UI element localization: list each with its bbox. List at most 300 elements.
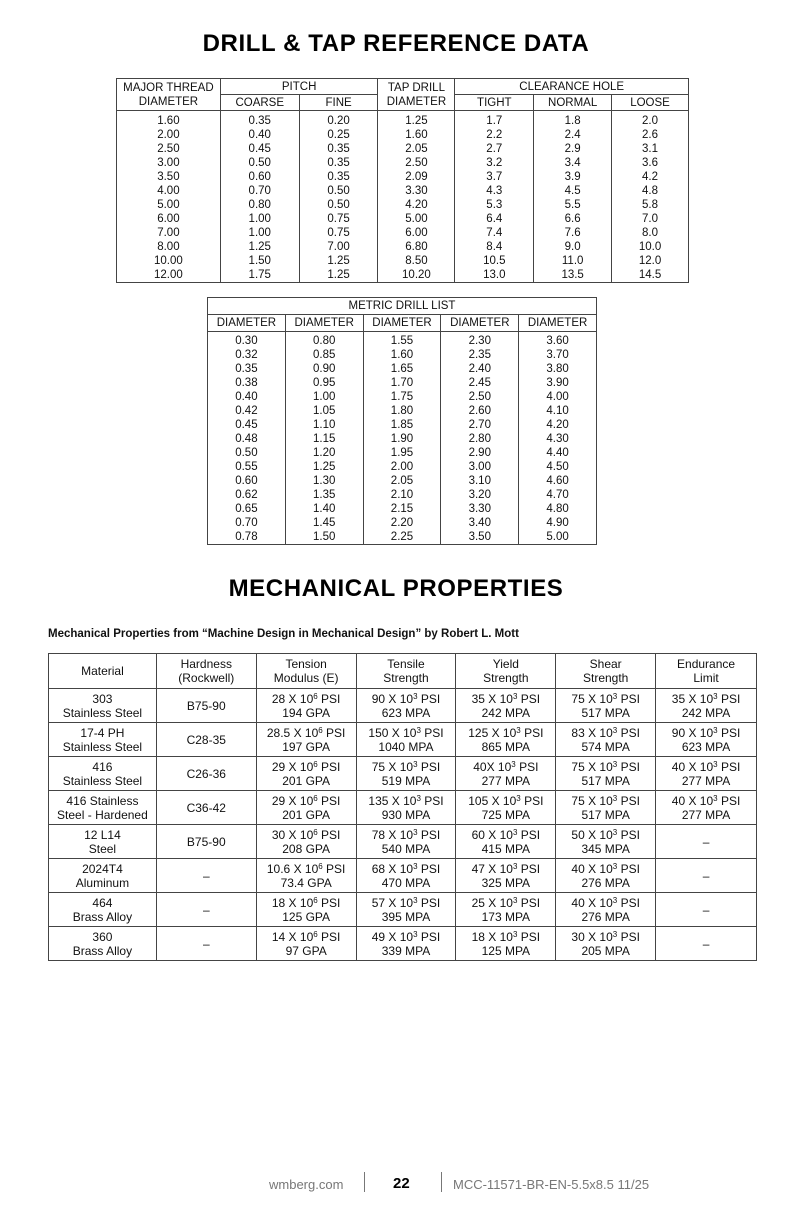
drill-tap-table — [116, 78, 689, 283]
metric-value: 173 MPA — [481, 909, 531, 924]
value-unit: PSI — [417, 691, 441, 706]
clearance-loose-cell: 3.6 — [612, 156, 689, 170]
value-base: 75 X 10 — [571, 759, 613, 774]
tap-drill-diameter-cell: 4.20 — [378, 198, 455, 212]
major-diameter-cell: 2.00 — [117, 128, 221, 142]
diameter-cell: 3.60 — [519, 332, 597, 349]
fine-pitch-cell: 0.20 — [299, 111, 378, 129]
coarse-pitch-cell: 0.45 — [220, 142, 299, 156]
endurance-cell: – — [656, 825, 757, 859]
hardness-cell: C36-42 — [156, 791, 256, 825]
diameter-cell: 3.70 — [519, 348, 597, 362]
clearance-loose-cell: 8.0 — [612, 226, 689, 240]
metric-value: 276 MPA — [581, 875, 630, 890]
diameter-cell: 0.35 — [208, 362, 286, 376]
value-base: 125 X 10 — [468, 725, 517, 740]
table-row — [208, 404, 597, 418]
diameter-cell: 2.70 — [441, 418, 519, 432]
value-exponent: 3 — [413, 827, 418, 837]
diameter-cell: 3.80 — [519, 362, 597, 376]
hardness-cell: C26-36 — [156, 757, 256, 791]
value-exponent: 3 — [612, 691, 618, 701]
value-exponent: 3 — [713, 759, 718, 769]
material-name: 2024T4 — [82, 861, 123, 876]
mechanical-title: MECHANICAL PROPERTIES — [228, 575, 564, 602]
diameter-cell: 1.35 — [285, 488, 363, 502]
value-base: 40 X 10 — [671, 759, 714, 774]
table-row — [208, 390, 597, 404]
value-unit: PSI — [517, 827, 541, 842]
imperial-value — [656, 794, 756, 808]
material-cell — [49, 723, 157, 757]
page-number: 22 — [393, 1175, 410, 1192]
endurance-cell: – — [656, 927, 757, 961]
value-unit: PSI — [717, 793, 741, 808]
imperial-value — [357, 862, 456, 876]
table-row — [117, 184, 689, 198]
metric-drill-table — [207, 297, 597, 545]
imperial-value — [556, 930, 655, 944]
header-label: Strength — [483, 671, 529, 685]
metric-value: 339 MPA — [381, 943, 431, 958]
value-base: 40 X 10 — [571, 861, 613, 876]
value-exponent: 3 — [713, 725, 718, 735]
table-row — [208, 418, 597, 432]
fine-pitch-cell: 0.25 — [299, 128, 378, 142]
diameter-cell: 1.20 — [285, 446, 363, 460]
value-unit: PSI — [617, 725, 640, 740]
value-base: 90 X 10 — [671, 725, 714, 740]
tap-drill-diameter-cell: 6.00 — [378, 226, 455, 240]
diameter-cell: 1.70 — [363, 376, 441, 390]
diameter-cell: 1.15 — [285, 432, 363, 446]
metric-value: 415 MPA — [481, 841, 531, 856]
value-exponent: 3 — [516, 725, 521, 735]
table-row — [49, 825, 757, 859]
value-exponent: 3 — [612, 861, 618, 871]
imperial-value — [257, 760, 356, 774]
value-exponent: 6 — [318, 861, 323, 871]
diameter-cell: 2.40 — [441, 362, 519, 376]
clearance-tight-cell: 2.2 — [455, 128, 534, 142]
table-row — [49, 859, 757, 893]
tensile-cell — [356, 723, 456, 757]
table-row — [117, 254, 689, 268]
table-row — [117, 156, 689, 170]
diameter-cell: 0.50 — [208, 446, 286, 460]
metric-value: 276 MPA — [581, 909, 630, 924]
header-label: Strength — [582, 671, 629, 685]
diameter-cell: 2.10 — [363, 488, 441, 502]
value-exponent: 6 — [313, 895, 318, 905]
value-exponent: 6 — [313, 929, 318, 939]
hardness-cell: – — [156, 859, 256, 893]
major-diameter-cell: 10.00 — [117, 254, 221, 268]
table-row — [117, 198, 689, 212]
material-cell — [49, 859, 157, 893]
tension-cell — [256, 791, 356, 825]
value-base: 35 X 10 — [671, 691, 714, 706]
value-unit: PSI — [417, 827, 441, 842]
imperial-value — [656, 692, 756, 706]
value-unit: PSI — [417, 929, 441, 944]
tap-drill-diameter-cell: 6.80 — [378, 240, 455, 254]
tension-cell — [256, 689, 356, 723]
clearance-tight-cell: 5.3 — [455, 198, 534, 212]
value-unit: PSI — [317, 827, 341, 842]
material-name: Stainless Steel — [62, 739, 143, 754]
table-row — [117, 111, 689, 129]
diameter-cell: 0.85 — [285, 348, 363, 362]
table-row — [117, 240, 689, 254]
metric-value: 201 GPA — [282, 807, 331, 822]
table-row — [208, 362, 597, 376]
value-unit: PSI — [420, 725, 444, 740]
clearance-tight-cell: 3.7 — [455, 170, 534, 184]
value-unit: PSI — [417, 861, 441, 876]
material-name: Aluminum — [75, 875, 130, 890]
value-unit: PSI — [617, 759, 640, 774]
material-name: 416 — [92, 759, 113, 774]
value-unit: PSI — [520, 725, 544, 740]
hardness-cell: – — [156, 893, 256, 927]
value-unit: PSI — [617, 793, 640, 808]
metric-drill-title: METRIC DRILL LIST — [208, 298, 597, 315]
imperial-value — [357, 930, 456, 944]
value-base: 75 X 10 — [571, 793, 613, 808]
value-base: 28.5 X 10 — [266, 725, 319, 740]
diameter-cell: 5.00 — [519, 530, 597, 545]
diameter-cell: 0.70 — [208, 516, 286, 530]
metric-value: 73.4 GPA — [280, 875, 332, 890]
header-diameter: DIAMETER — [519, 315, 597, 332]
diameter-cell: 3.00 — [441, 460, 519, 474]
value-unit: PSI — [617, 929, 640, 944]
major-diameter-cell: 4.00 — [117, 184, 221, 198]
endurance-cell — [656, 791, 757, 825]
coarse-pitch-cell: 0.50 — [220, 156, 299, 170]
diameter-cell: 0.45 — [208, 418, 286, 432]
value-exponent: 3 — [413, 895, 418, 905]
header-normal: NORMAL — [534, 95, 612, 111]
imperial-value — [257, 692, 356, 706]
value-unit: PSI — [317, 895, 341, 910]
clearance-loose-cell: 14.5 — [612, 268, 689, 283]
diameter-cell: 3.30 — [441, 502, 519, 516]
material-name: Steel — [88, 841, 117, 856]
metric-value: 517 MPA — [581, 807, 630, 822]
imperial-value — [357, 760, 456, 774]
clearance-tight-cell: 7.4 — [455, 226, 534, 240]
clearance-tight-cell: 10.5 — [455, 254, 534, 268]
diameter-cell: 2.15 — [363, 502, 441, 516]
diameter-cell: 2.05 — [363, 474, 441, 488]
table-row — [49, 689, 757, 723]
clearance-loose-cell: 5.8 — [612, 198, 689, 212]
diameter-cell: 1.00 — [285, 390, 363, 404]
major-diameter-cell: 2.50 — [117, 142, 221, 156]
value-exponent: 3 — [713, 691, 718, 701]
footer-website[interactable]: wmberg.com — [269, 1177, 344, 1192]
material-name: 416 Stainless — [66, 793, 139, 808]
diameter-cell: 1.55 — [363, 332, 441, 349]
metric-value: 725 MPA — [481, 807, 531, 822]
value-base: 30 X 10 — [571, 929, 613, 944]
metric-value: 125 MPA — [481, 943, 531, 958]
metric-value: 623 MPA — [381, 705, 431, 720]
tap-drill-diameter-cell: 3.30 — [378, 184, 455, 198]
tension-cell — [256, 927, 356, 961]
diameter-cell: 2.80 — [441, 432, 519, 446]
diameter-cell: 4.50 — [519, 460, 597, 474]
table-row — [208, 432, 597, 446]
clearance-normal-cell: 5.5 — [534, 198, 612, 212]
diameter-cell: 4.30 — [519, 432, 597, 446]
diameter-cell: 1.30 — [285, 474, 363, 488]
header-label: Tensile — [387, 657, 425, 671]
fine-pitch-cell: 0.50 — [299, 198, 378, 212]
value-exponent: 6 — [313, 691, 318, 701]
value-unit: PSI — [322, 725, 346, 740]
fine-pitch-cell: 1.25 — [299, 268, 378, 283]
tensile-cell — [356, 791, 456, 825]
table-row — [49, 723, 757, 757]
diameter-cell: 3.40 — [441, 516, 519, 530]
metric-value: 519 MPA — [381, 773, 431, 788]
fine-pitch-cell: 0.50 — [299, 184, 378, 198]
diameter-cell: 2.90 — [441, 446, 519, 460]
document-code: MCC-11571-BR-EN-5.5x8.5 11/25 — [453, 1177, 650, 1192]
value-exponent: 6 — [318, 725, 323, 735]
shear-cell — [556, 723, 656, 757]
tensile-cell — [356, 689, 456, 723]
tensile-cell — [356, 757, 456, 791]
value-base: 49 X 10 — [371, 929, 414, 944]
metric-value: 208 GPA — [282, 841, 331, 856]
material-cell — [49, 893, 157, 927]
value-exponent: 3 — [612, 827, 618, 837]
imperial-value — [357, 794, 456, 808]
major-diameter-cell: 1.60 — [117, 111, 221, 129]
shear-cell — [556, 689, 656, 723]
metric-value: 125 GPA — [282, 909, 331, 924]
header-tight: TIGHT — [455, 95, 534, 111]
diameter-cell: 1.05 — [285, 404, 363, 418]
diameter-cell: 4.20 — [519, 418, 597, 432]
header-label: Tension — [285, 657, 327, 671]
mech-header-cell — [456, 654, 556, 689]
diameter-cell: 0.30 — [208, 332, 286, 349]
value-base: 78 X 10 — [371, 827, 414, 842]
diameter-cell: 0.62 — [208, 488, 286, 502]
value-base: 150 X 10 — [368, 725, 417, 740]
diameter-cell: 3.20 — [441, 488, 519, 502]
value-base: 18 X 10 — [471, 929, 513, 944]
table-row — [117, 142, 689, 156]
diameter-cell: 3.90 — [519, 376, 597, 390]
hardness-cell: – — [156, 927, 256, 961]
value-base: 10.6 X 10 — [266, 861, 319, 876]
metric-value: 930 MPA — [381, 807, 431, 822]
value-base: 40 X 10 — [571, 895, 613, 910]
clearance-loose-cell: 7.0 — [612, 212, 689, 226]
imperial-value — [456, 726, 555, 740]
metric-value: 1040 MPA — [378, 739, 434, 754]
imperial-value — [357, 726, 456, 740]
tap-drill-diameter-cell: 5.00 — [378, 212, 455, 226]
value-exponent: 3 — [511, 759, 516, 769]
header-label: Endurance — [677, 657, 736, 671]
clearance-loose-cell: 12.0 — [612, 254, 689, 268]
diameter-cell: 0.32 — [208, 348, 286, 362]
yield-cell — [456, 859, 556, 893]
clearance-tight-cell: 1.7 — [455, 111, 534, 129]
diameter-cell: 2.20 — [363, 516, 441, 530]
yield-cell — [456, 791, 556, 825]
clearance-tight-cell: 13.0 — [455, 268, 534, 283]
hardness-cell: C28-35 — [156, 723, 256, 757]
major-diameter-cell: 6.00 — [117, 212, 221, 226]
value-exponent: 3 — [416, 725, 421, 735]
diameter-cell: 4.80 — [519, 502, 597, 516]
diameter-cell: 0.60 — [208, 474, 286, 488]
value-unit: PSI — [317, 929, 341, 944]
value-exponent: 3 — [612, 929, 618, 939]
diameter-cell: 2.35 — [441, 348, 519, 362]
tensile-cell — [356, 927, 456, 961]
fine-pitch-cell: 0.75 — [299, 212, 378, 226]
major-diameter-cell: 8.00 — [117, 240, 221, 254]
imperial-value — [257, 896, 356, 910]
coarse-pitch-cell: 0.35 — [220, 111, 299, 129]
diameter-cell: 1.95 — [363, 446, 441, 460]
value-unit: PSI — [617, 861, 640, 876]
value-exponent: 3 — [512, 861, 518, 871]
header-label: Strength — [383, 671, 429, 685]
metric-value: 194 GPA — [282, 705, 331, 720]
imperial-value — [257, 930, 356, 944]
metric-value: 242 MPA — [481, 705, 531, 720]
tap-drill-diameter-cell: 10.20 — [378, 268, 455, 283]
header-major-thread-top: MAJOR THREAD — [117, 79, 221, 95]
header-fine: FINE — [299, 95, 378, 111]
metric-value: 277 MPA — [681, 807, 731, 822]
imperial-value — [357, 692, 456, 706]
table-row — [208, 488, 597, 502]
header-tap-drill-top: TAP DRILL — [378, 79, 455, 95]
tap-drill-diameter-cell: 2.09 — [378, 170, 455, 184]
material-name: 12 L14 — [84, 827, 121, 842]
imperial-value — [556, 896, 655, 910]
value-unit: PSI — [517, 929, 541, 944]
mech-header-cell — [156, 654, 256, 689]
tap-drill-diameter-cell: 1.60 — [378, 128, 455, 142]
header-loose: LOOSE — [612, 95, 689, 111]
value-base: 90 X 10 — [371, 691, 414, 706]
tension-cell — [256, 859, 356, 893]
table-row — [208, 474, 597, 488]
shear-cell — [556, 825, 656, 859]
clearance-normal-cell: 3.4 — [534, 156, 612, 170]
diameter-cell: 0.38 — [208, 376, 286, 390]
table-row — [208, 460, 597, 474]
metric-value: 345 MPA — [581, 841, 630, 856]
imperial-value — [456, 930, 555, 944]
major-diameter-cell: 3.50 — [117, 170, 221, 184]
yield-cell — [456, 893, 556, 927]
shear-cell — [556, 893, 656, 927]
clearance-loose-cell: 4.2 — [612, 170, 689, 184]
diameter-cell: 4.00 — [519, 390, 597, 404]
imperial-value — [456, 692, 555, 706]
value-base: 47 X 10 — [471, 861, 513, 876]
drill-tap-title: DRILL & TAP REFERENCE DATA — [202, 30, 590, 57]
imperial-value — [556, 794, 655, 808]
diameter-cell: 0.80 — [285, 332, 363, 349]
table-row — [49, 893, 757, 927]
tap-drill-diameter-cell: 1.25 — [378, 111, 455, 129]
value-unit: PSI — [717, 759, 741, 774]
value-unit: PSI — [517, 691, 541, 706]
metric-value: 517 MPA — [581, 705, 630, 720]
value-unit: PSI — [317, 691, 341, 706]
diameter-cell: 1.65 — [363, 362, 441, 376]
metric-value: 205 MPA — [581, 943, 630, 958]
clearance-loose-cell: 10.0 — [612, 240, 689, 254]
header-label: Modulus (E) — [273, 671, 339, 685]
header-coarse: COARSE — [220, 95, 299, 111]
metric-value: 242 MPA — [681, 705, 731, 720]
value-unit: PSI — [322, 861, 346, 876]
yield-cell — [456, 723, 556, 757]
imperial-value — [456, 794, 555, 808]
header-label: Yield — [492, 657, 519, 671]
value-base: 50 X 10 — [571, 827, 613, 842]
diameter-cell: 2.60 — [441, 404, 519, 418]
mech-header-cell — [556, 654, 656, 689]
mech-header-cell — [356, 654, 456, 689]
clearance-loose-cell: 2.6 — [612, 128, 689, 142]
value-base: 135 X 10 — [368, 793, 417, 808]
fine-pitch-cell: 7.00 — [299, 240, 378, 254]
hardness-cell: B75-90 — [156, 689, 256, 723]
value-exponent: 3 — [512, 895, 518, 905]
imperial-value — [456, 760, 555, 774]
diameter-cell: 1.40 — [285, 502, 363, 516]
material-cell — [49, 927, 157, 961]
header-diameter: DIAMETER — [441, 315, 519, 332]
value-unit: PSI — [617, 691, 640, 706]
imperial-value — [257, 726, 356, 740]
metric-value: 325 MPA — [481, 875, 531, 890]
tensile-cell — [356, 825, 456, 859]
imperial-value — [556, 726, 655, 740]
imperial-value — [556, 692, 655, 706]
fine-pitch-cell: 0.35 — [299, 156, 378, 170]
tension-cell — [256, 893, 356, 927]
imperial-value — [257, 862, 356, 876]
imperial-value — [257, 794, 356, 808]
value-base: 30 X 10 — [271, 827, 314, 842]
value-base: 40 X 10 — [671, 793, 714, 808]
value-base: 35 X 10 — [471, 691, 513, 706]
diameter-cell: 1.45 — [285, 516, 363, 530]
tensile-cell — [356, 893, 456, 927]
diameter-cell: 1.25 — [285, 460, 363, 474]
header-diameter: DIAMETER — [285, 315, 363, 332]
clearance-tight-cell: 2.7 — [455, 142, 534, 156]
shear-cell — [556, 927, 656, 961]
